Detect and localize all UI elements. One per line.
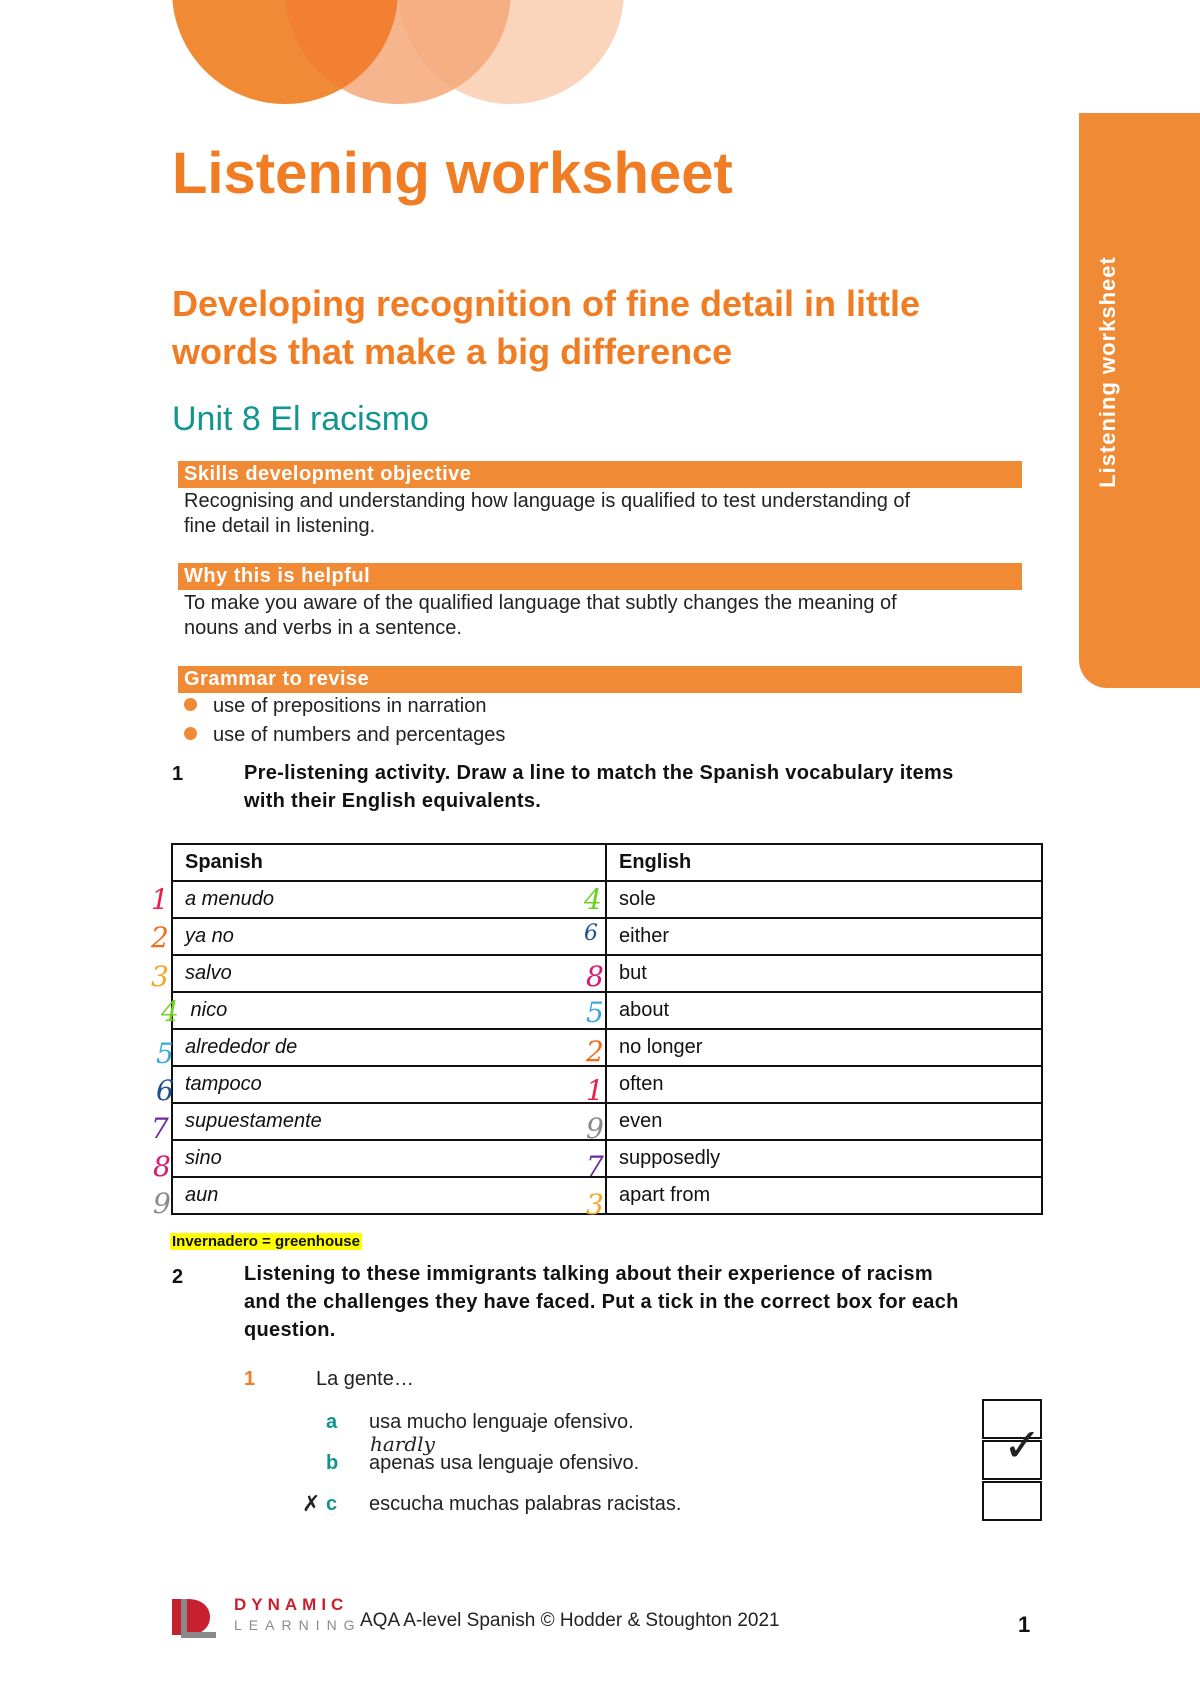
option-letter-a: a	[326, 1411, 338, 1433]
spanish-cell: sino	[172, 1140, 606, 1177]
highlight-note: Invernadero = greenhouse	[172, 1233, 360, 1250]
option-letter-c: c	[326, 1493, 338, 1515]
dl-logo-icon	[170, 1595, 218, 1639]
english-cell: apart from	[606, 1177, 1042, 1214]
page-title: Listening worksheet	[172, 141, 733, 206]
question-1-line: Pre-listening activity. Draw a line to match the Spanish vocabulary items	[244, 762, 954, 784]
handwritten-mark: 3	[151, 960, 169, 993]
section-text-why	[184, 591, 1014, 641]
section-text-skills	[184, 489, 1014, 539]
spanish-cell: alrededor de	[172, 1029, 606, 1066]
handwritten-note-hardly: hardly	[370, 1432, 435, 1456]
page-subtitle	[172, 280, 1052, 376]
handwritten-mark: 5	[586, 996, 604, 1029]
table-header-english: English	[606, 844, 1042, 881]
bullet-text: use of numbers and percentages	[213, 724, 506, 746]
table-row	[172, 955, 1042, 992]
question-2-line: question.	[244, 1319, 336, 1341]
handwritten-mark: 5	[156, 1037, 174, 1070]
english-cell: no longer	[606, 1029, 1042, 1066]
handwritten-mark: 2	[151, 921, 169, 954]
sub-question-number: 1	[244, 1368, 256, 1390]
handwritten-mark: 6	[156, 1074, 174, 1107]
handwritten-mark: 4	[584, 883, 602, 916]
table-row	[172, 992, 1042, 1029]
answer-box-c[interactable]	[982, 1481, 1042, 1521]
question-1-line: with their English equivalents.	[244, 790, 542, 812]
english-cell: supposedly	[606, 1140, 1042, 1177]
spanish-cell: ya no	[172, 918, 606, 955]
spanish-cell: salvo	[172, 955, 606, 992]
table-row	[172, 1066, 1042, 1103]
section-heading-grammar: Grammar to revise	[178, 666, 1022, 693]
question-2-number: 2	[172, 1266, 184, 1288]
side-tab-label: Listening worksheet	[1095, 256, 1120, 488]
handwritten-mark: 9	[586, 1112, 604, 1145]
question-2-text	[244, 1260, 1044, 1344]
option-text-c: escucha muchas palabras racistas.	[369, 1493, 682, 1515]
spanish-cell: tampoco	[172, 1066, 606, 1103]
logo-text-dynamic: DYNAMIC	[234, 1595, 349, 1614]
english-cell: but	[606, 955, 1042, 992]
option-text-a: usa mucho lenguaje ofensivo.	[369, 1411, 634, 1433]
handwritten-mark: 1	[586, 1074, 604, 1107]
table-row	[172, 1140, 1042, 1177]
question-1-number: 1	[172, 763, 184, 785]
sub-question-prompt: La gente…	[316, 1368, 414, 1390]
handwritten-mark: 7	[151, 1112, 169, 1145]
english-cell: either	[606, 918, 1042, 955]
english-cell: sole	[606, 881, 1042, 918]
bullet-dot-icon	[184, 698, 197, 711]
table-row	[172, 1029, 1042, 1066]
page-number: 1	[1018, 1612, 1031, 1637]
section-text-line: fine detail in listening.	[184, 515, 376, 537]
bullet-text: use of prepositions in narration	[213, 695, 487, 717]
section-heading-skills: Skills development objective	[178, 461, 1022, 488]
spanish-cell: a menudo	[172, 881, 606, 918]
question-2-line: and the challenges they have faced. Put a tick in the correct box for each	[244, 1291, 959, 1313]
unit-title: Unit 8 El racismo	[172, 400, 429, 438]
spanish-cell: aun	[172, 1177, 606, 1214]
handwritten-mark: 9	[153, 1187, 171, 1220]
handwritten-mark: 7	[586, 1150, 604, 1183]
option-letter-b: b	[326, 1452, 339, 1474]
section-text-line: nouns and verbs in a sentence.	[184, 617, 462, 639]
handwritten-mark: 8	[586, 960, 604, 993]
subtitle-line-1: Developing recognition of fine detail in little	[172, 283, 921, 324]
spanish-cell: supuestamente	[172, 1103, 606, 1140]
vocab-table	[171, 843, 1043, 1215]
handwritten-mark: 3	[586, 1188, 604, 1221]
bullet-dot-icon	[184, 727, 197, 740]
table-row	[172, 918, 1042, 955]
question-1-text	[244, 759, 1034, 815]
handwritten-mark: 2	[586, 1035, 604, 1068]
table-row	[172, 1103, 1042, 1140]
english-cell: about	[606, 992, 1042, 1029]
handwritten-mark: 4	[161, 995, 179, 1028]
section-text-line: To make you aware of the qualified language that subtly changes the meaning of	[184, 592, 897, 614]
table-header-row	[172, 844, 1042, 881]
handwritten-mark: 1	[151, 883, 169, 916]
handwritten-mark: 8	[153, 1150, 171, 1183]
footer-copyright: AQA A-level Spanish © Hodder & Stoughton 2021	[360, 1610, 780, 1631]
table-row	[172, 881, 1042, 918]
section-text-line: Recognising and understanding how language is qualified to test understanding of	[184, 490, 911, 512]
handwritten-cross-mark: ✗	[302, 1492, 321, 1517]
table-header-spanish: Spanish	[172, 844, 606, 881]
question-2-line: Listening to these immigrants talking about their experience of racism	[244, 1263, 933, 1285]
dynamic-learning-logo	[170, 1595, 218, 1644]
handwritten-mark: 6	[584, 921, 598, 946]
bullet-item	[184, 724, 505, 747]
english-cell: even	[606, 1103, 1042, 1140]
logo-text-learning: LEARNING	[234, 1617, 362, 1633]
handwritten-tick-icon: ✓	[1003, 1418, 1042, 1472]
option-text-b: apenas usa lenguaje ofensivo.	[369, 1452, 640, 1474]
subtitle-line-2: words that make a big difference	[172, 331, 733, 372]
bullet-item	[184, 695, 487, 718]
english-cell: often	[606, 1066, 1042, 1103]
spanish-cell: nico	[172, 992, 606, 1029]
table-row	[172, 1177, 1042, 1214]
section-heading-why: Why this is helpful	[178, 563, 1022, 590]
